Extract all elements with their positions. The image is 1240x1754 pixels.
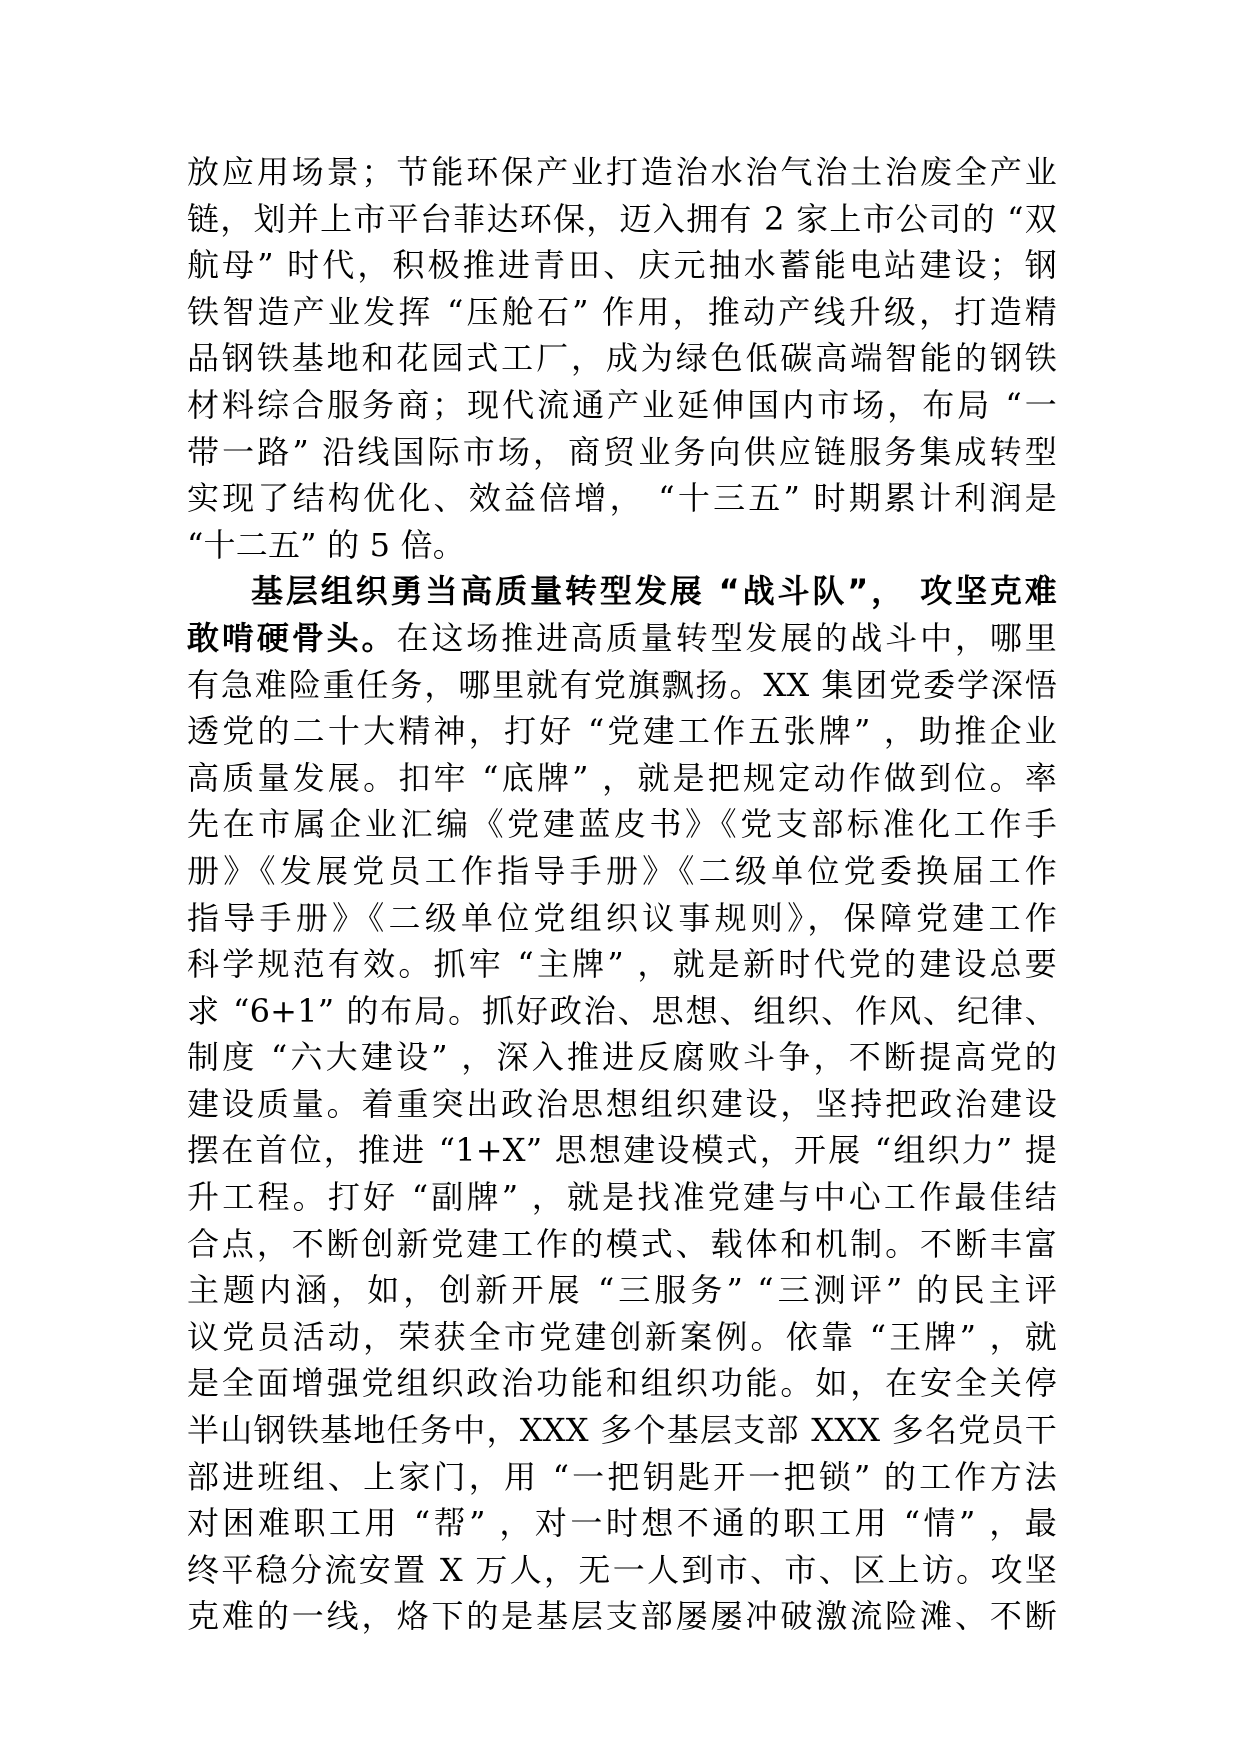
text-line: 带一路” 沿线国际市场，商贸业务向供应链服务集成转型 xyxy=(187,432,1057,471)
text-line: 终平稳分流安置 X 万人，无一人到市、市、区上访。攻坚 xyxy=(187,1550,1057,1589)
text-line: 高质量发展。扣牢 “底牌” ，就是把规定动作做到位。率 xyxy=(187,758,1057,797)
body-text xyxy=(187,149,1057,1640)
text-line: 品钢铁基地和花园式工厂，成为绿色低碳高端智能的钢铁 xyxy=(187,339,1057,378)
text-line: 议党员活动，荣获全市党建创新案例。依靠 “王牌” ，就 xyxy=(187,1317,1057,1356)
text-line: 是全面增强党组织政治功能和组织功能。如，在安全关停 xyxy=(187,1364,1057,1403)
text-line: 主题内涵，如，创新开展 “三服务” “三测评” 的民主评 xyxy=(187,1271,1057,1310)
text-line: 科学规范有效。抓牢 “主牌” ，就是新时代党的建设总要 xyxy=(187,945,1057,984)
text-line: 指导手册》《二级单位党组织议事规则》，保障党建工作 xyxy=(187,898,1057,937)
text-line: 透党的二十大精神，打好 “党建工作五张牌” ，助推企业 xyxy=(187,712,1057,751)
text-line: 册》《发展党员工作指导手册》《二级单位党委换届工作 xyxy=(187,851,1057,890)
text-line: 求 “6+1” 的布局。抓好政治、思想、组织、作风、纪律、 xyxy=(187,991,1057,1030)
paragraph-heading-end: 敢啃硬骨头。 xyxy=(187,618,397,657)
text-line: 实现了结构优化、效益倍增， “十三五” 时期累计利润是 xyxy=(187,479,1057,518)
text-line: 建设质量。着重突出政治思想组织建设，坚持把政治建设 xyxy=(187,1084,1057,1123)
text-segment: 在这场推进高质量转型发展的战斗中，哪里 xyxy=(396,618,1057,657)
text-line: 放应用场景；节能环保产业打造治水治气治土治废全产业 xyxy=(187,153,1057,191)
text-line: 部进班组、上家门，用 “一把钥匙开一把锁” 的工作方法 xyxy=(187,1457,1057,1496)
text-line: 合点，不断创新党建工作的模式、载体和机制。不断丰富 xyxy=(187,1224,1057,1263)
text-line xyxy=(187,615,1057,662)
text-line: 链，划并上市平台菲达环保，迈入拥有 2 家上市公司的 “双 xyxy=(187,199,1057,238)
text-line: 铁智造产业发挥 “压舱石” 作用，推动产线升级，打造精 xyxy=(187,292,1057,331)
text-line: 航母” 时代，积极推进青田、庆元抽水蓄能电站建设；钢 xyxy=(187,246,1057,285)
paragraph-heading: 基层组织勇当高质量转型发展 “战斗队”， 攻坚克难 xyxy=(251,572,1057,611)
text-line: 材料综合服务商；现代流通产业延伸国内市场，布局 “一 xyxy=(187,385,1057,424)
text-line: 摆在首位，推进 “1+X” 思想建设模式，开展 “组织力” 提 xyxy=(187,1131,1057,1170)
text-line: 半山钢铁基地任务中，XXX 多个基层支部 XXX 多名党员干 xyxy=(187,1411,1057,1450)
text-line: 制度 “六大建设” ，深入推进反腐败斗争，不断提高党的 xyxy=(187,1038,1057,1077)
text-line: 对困难职工用 “帮” ，对一时想不通的职工用 “情” ，最 xyxy=(187,1504,1057,1543)
text-line: “十二五” 的 5 倍。 xyxy=(187,525,465,564)
text-line: 克难的一线，烙下的是基层支部屡屡冲破激流险滩、不断 xyxy=(187,1597,1057,1636)
text-line: 升工程。打好 “副牌” ，就是找准党建与中心工作最佳结 xyxy=(187,1178,1057,1217)
text-line: 先在市属企业汇编《党建蓝皮书》《党支部标准化工作手 xyxy=(187,805,1057,844)
text-line: 有急难险重任务，哪里就有党旗飘扬。XX 集团党委学深悟 xyxy=(187,665,1057,704)
